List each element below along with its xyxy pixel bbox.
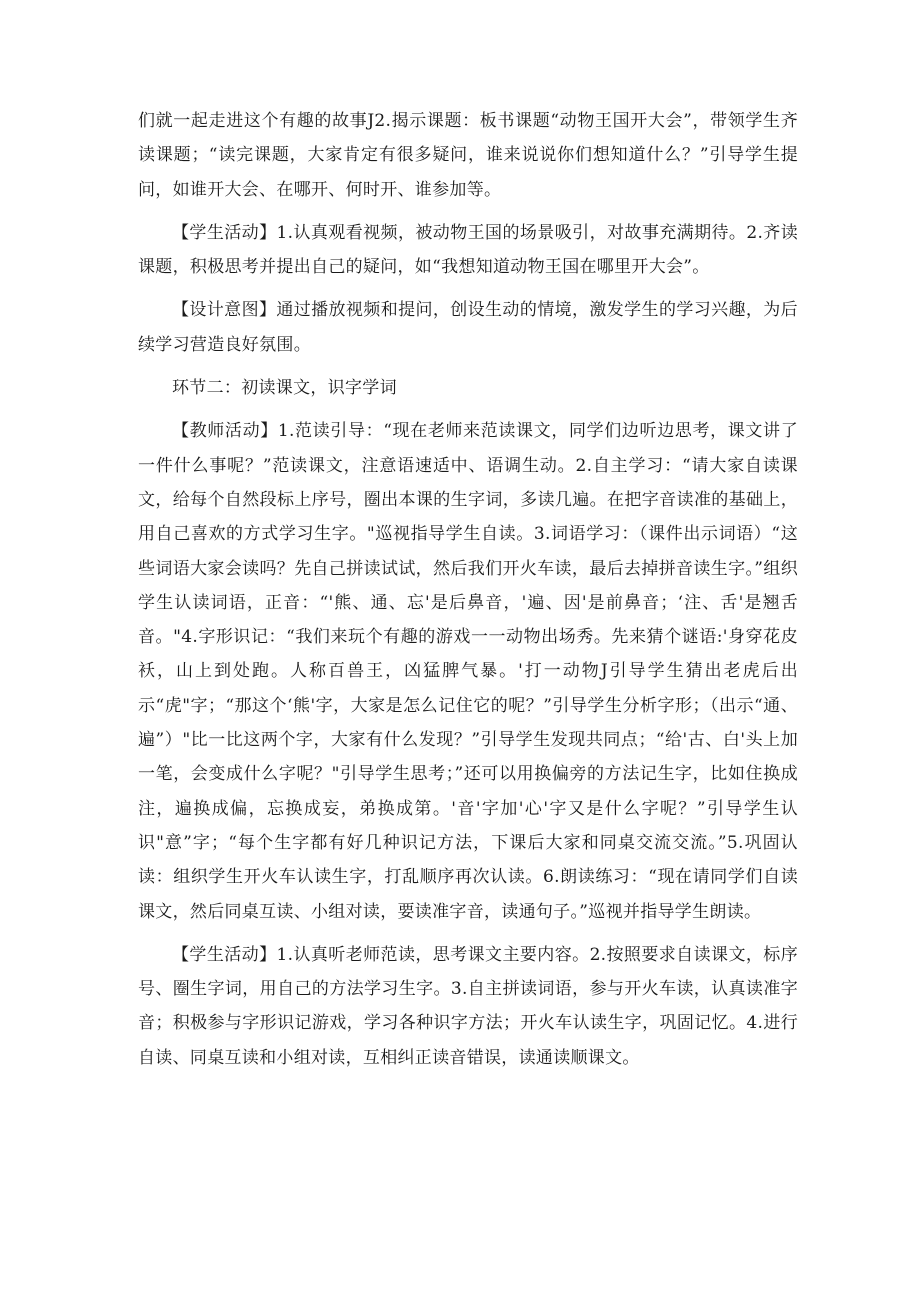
paragraph-design-intent: 【设计意图】通过播放视频和提问，创设生动的情境，激发学生的学习兴趣，为后续学习营造良好氛围。 (138, 300, 798, 355)
paragraph-continuation: 们就一起走进这个有趣的故事J2.揭示课题：板书课题“动物王国开大会”，带领学生齐读课题；“读完课题，大家肯定有很多疑问，谁来说说你们想知道什么？”引导学生提问，如谁开大会、在哪开、何时开、谁参加等。 (138, 111, 798, 200)
document-body (138, 104, 798, 1075)
paragraph-student-activity-1: 【学生活动】1.认真观看视频，被动物王国的场景吸引，对故事充满期待。2.齐读课题，积极思考并提出自己的疑问，如“我想知道动物王国在哪里开大会”。 (138, 222, 798, 278)
paragraph-student-activity-2: 【学生活动】1.认真听老师范读，思考课文主要内容。2.按照要求自读课文，标序号、圈生字词，用自己的方法学习生字。3.自主拼读词语，参与开火车读，认真读准字音；积极参与字形识记游戏，学习各种识字方法；开火车认读生字，巩固记忆。4.进行自读、同桌互读和小组对读，互相纠正读音错误，读通读顺课文。 (138, 944, 798, 1068)
section-heading-stage-two: 环节二：初读课文，识字学词 (172, 378, 397, 399)
paragraph-teacher-activity: 【教师活动】1.范读引导：“现在老师来范读课文，同学们边听边思考，课文讲了一件什么事呢？”范读课文，注意语速适中、语调生动。2.自主学习：“请大家自读课文，给每个自然段标上序号，圈出本课的生字词，多读几遍。在把字音读准的基础上，用自己喜欢的方式学习生字。"巡视指导学生自读。3.词语学习：（课件出示词语）“这些词语大家会读吗？先自己拼读试试，然后我们开火车读，最后去掉拼音读生字。”组织学生认读词语，正音：“'熊、通、忘'是后鼻音，'遍、因'是前鼻音；‘注、舌'是翘舌音。"4.字形识记：“我们来玩个有趣的游戏一一动物出场秀。先来猜个谜语:'身穿花皮袄，山上到处跑。人称百兽王，凶猛脾气暴。'打一动物J引导学生猜出老虎后出示“虎"字；“那这个‘熊'字，大家是怎么记住它的呢？”引导学生分析字形；（出示“通、遍”）"比一比这两个字，大家有什么发现？”引导学生发现共同点；“给'古、白'头上加一笔，会变成什么字呢？"引导学生思考；”还可以用换偏旁的方法记生字，比如住换成注，遍换成偏，忘换成妄，弟换成第。'音'字加'心'字又是什么字呢？”引导学生认识"意”字；“每个生字都有好几种识记方法，下课后大家和同桌交流交流。”5.巩固认读：组织学生开火车认读生字，打乱顺序再次认读。6.朗读练习：“现在请同学们自读课文，然后同桌互读、小组对读，要读准字音，读通句子。”巡视并指导学生朗读。 (138, 421, 798, 922)
